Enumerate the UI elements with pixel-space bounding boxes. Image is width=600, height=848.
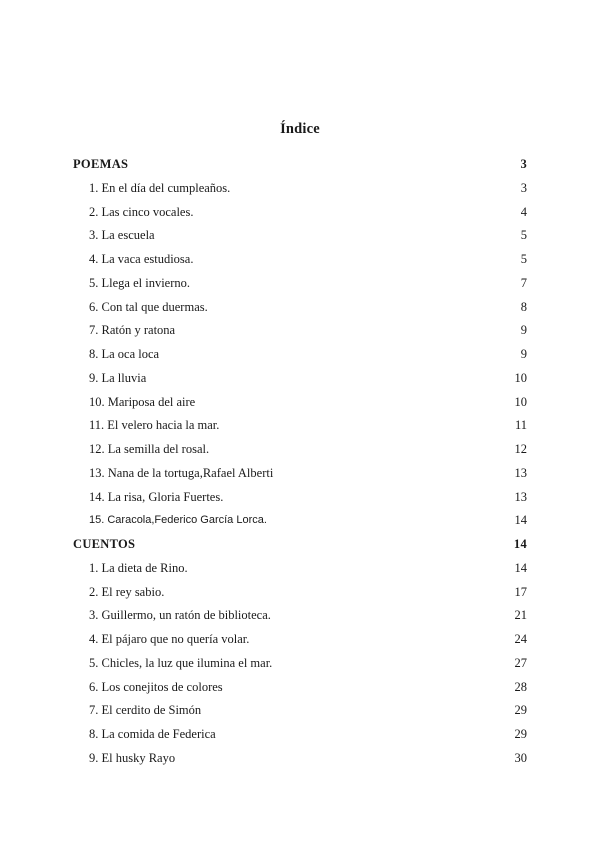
toc-entry-label: 7. El cerdito de Simón — [89, 703, 202, 718]
toc-entry-page: 10 — [514, 370, 527, 385]
toc-entry-page: 9 — [520, 323, 527, 338]
toc-entry-page: 29 — [514, 727, 527, 741]
toc-entry-label: 1. La dieta de Rino. — [89, 560, 188, 575]
toc-section-label: CUENTOS — [73, 537, 136, 551]
toc-entry[interactable] — [0, 463, 600, 487]
toc-entry-page: 27 — [514, 655, 527, 670]
toc-entry-page: 7 — [520, 275, 527, 290]
toc-entry[interactable] — [0, 677, 600, 701]
toc-entry-page: 13 — [514, 465, 527, 480]
toc-entry[interactable] — [0, 487, 600, 511]
toc-entry-label: 14. La risa, Gloria Fuertes. — [89, 489, 224, 504]
toc-entry[interactable] — [0, 700, 600, 724]
toc-entry[interactable] — [0, 748, 600, 772]
toc-entry[interactable] — [0, 368, 600, 392]
toc-section-label: POEMAS — [73, 157, 129, 171]
toc-entry-label: 4. El pájaro que no quería volar. — [89, 632, 250, 646]
toc-entry-page: 4 — [520, 204, 527, 219]
toc-entry-page: 5 — [520, 228, 527, 243]
toc-entry-label: 9. La lluvia — [89, 370, 147, 385]
toc-entry[interactable] — [0, 653, 600, 677]
toc-section-page: 14 — [513, 537, 527, 551]
toc-entry-label: 5. Chicles, la luz que ilumina el mar. — [89, 655, 273, 670]
toc-entry[interactable] — [0, 439, 600, 463]
toc-entry[interactable] — [0, 297, 600, 321]
toc-entry-label: 8. La oca loca — [89, 347, 160, 361]
toc-entry-page: 14 — [514, 560, 527, 575]
toc-entry-label: 15. Caracola,Federico García Lorca. — [89, 514, 267, 527]
toc-entry-page: 5 — [520, 252, 527, 266]
toc-entry-label: 4. La vaca estudiosa. — [89, 252, 194, 266]
toc-entry-label: 3. La escuela — [89, 228, 155, 243]
toc-entry-label: 12. La semilla del rosal. — [89, 442, 210, 456]
toc-entry-label: 6. Los conejitos de colores — [89, 679, 223, 694]
toc-entry-label: 13. Nana de la tortuga,Rafael Alberti — [89, 465, 274, 480]
toc-entry-page: 17 — [514, 584, 527, 599]
toc-entry-label: 3. Guillermo, un ratón de biblioteca. — [89, 608, 271, 623]
toc-entry[interactable] — [0, 344, 600, 368]
toc-entry[interactable] — [0, 629, 600, 653]
toc-entry[interactable] — [0, 582, 600, 606]
toc-entry-page: 28 — [514, 679, 527, 694]
toc-entry-page: 13 — [514, 489, 527, 504]
toc-entry-label: 10. Mariposa del aire — [89, 394, 196, 409]
toc-entry-label: 2. Las cinco vocales. — [89, 204, 194, 219]
toc-entry-page: 12 — [514, 442, 527, 456]
toc-section-heading[interactable] — [0, 534, 600, 558]
toc-entry-label: 5. Llega el invierno. — [89, 275, 191, 290]
toc-entry[interactable] — [0, 273, 600, 297]
toc-entry[interactable] — [0, 320, 600, 344]
toc-entry[interactable] — [0, 558, 600, 582]
table-of-contents — [0, 154, 600, 772]
toc-entry[interactable] — [0, 225, 600, 249]
toc-entry-label: 2. El rey sabio. — [89, 584, 165, 599]
toc-entry-page: 8 — [520, 299, 527, 314]
toc-entry-page: 30 — [514, 750, 527, 765]
toc-entry-label: 8. La comida de Federica — [89, 727, 216, 741]
page-title: Índice — [280, 121, 320, 137]
toc-entry-label: 7. Ratón y ratona — [89, 323, 176, 338]
toc-entry[interactable] — [0, 510, 600, 534]
toc-entry[interactable] — [0, 178, 600, 202]
toc-entry-label: 1. En el día del cumpleaños. — [89, 180, 231, 195]
toc-entry-page: 24 — [514, 632, 527, 646]
toc-entry-page: 9 — [520, 347, 527, 361]
toc-entry[interactable] — [0, 415, 600, 439]
toc-entry-label: 9. El husky Rayo — [89, 750, 176, 765]
toc-entry[interactable] — [0, 249, 600, 273]
toc-entry-page: 29 — [514, 703, 527, 718]
toc-entry-page: 14 — [514, 513, 527, 528]
toc-entry[interactable] — [0, 202, 600, 226]
toc-entry-label: 11. El velero hacia la mar. — [89, 418, 220, 433]
toc-entry-page: 11 — [514, 418, 527, 433]
toc-section-page: 3 — [520, 157, 527, 171]
toc-entry[interactable] — [0, 605, 600, 629]
toc-entry[interactable] — [0, 724, 600, 748]
toc-entry-page: 10 — [514, 394, 527, 409]
toc-entry-label: 6. Con tal que duermas. — [89, 299, 208, 314]
toc-entry-page: 3 — [520, 180, 527, 195]
toc-entry[interactable] — [0, 392, 600, 416]
toc-section-heading[interactable] — [0, 154, 600, 178]
toc-entry-page: 21 — [514, 608, 527, 623]
